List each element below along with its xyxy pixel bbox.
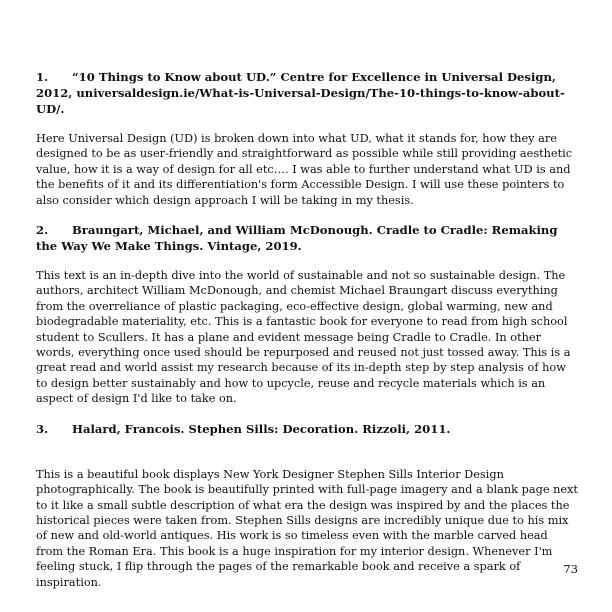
entry-1-citation — [36, 69, 578, 117]
entry-3-citation — [36, 421, 578, 437]
entry-2-citation-text: Braungart, Michael, and William McDonough. Cradle to Cradle: Remaking the Way We Make Things. Vintage, 2019. — [36, 223, 558, 254]
entry-1-annotation: Here Universal Design (UD) is broken down into what UD, what it stands for, how they are designed to be as user-friendly and straightforward as possible while still providing aesthetic value, how it is a way of design for all etc.… I was able to further understand what UD is and the benefits of it and its differentiation's form Accessible Design. I will use these pointers to also consider which design approach I will be taking in my thesis. — [36, 132, 573, 207]
entry-3-citation-text: Halard, Francois. Stephen Sills: Decoration. Rizzoli, 2011. — [72, 421, 451, 436]
entry-1-citation-text: “10 Things to Know about UD.” Centre for Excellence in Universal Design, 2012, universaldesign.ie/What-is-Universal-Design/The-10-things-to-know-about-UD/. — [36, 70, 565, 116]
entry-3-annotation: This is a beautiful book displays New York Designer Stephen Sills Interior Design photographically. The book is beautifully printed with full-page imagery and a blank page next to it like a small subtle description of what era the design was inspired by and the places the historical pieces were taken from. Stephen Sills designs are incredibly unique due to his mix of new and old-world antiques. His work is so timeless even with the marble carved head from the Roman Era. This book is a huge inspiration for my interior design. Whenever I'm feeling stuck, I flip through the pages of the remarkable book and receive a spark of inspiration. — [36, 467, 578, 589]
page-number: 73 — [563, 562, 578, 576]
entry-1-number: 1. — [36, 70, 49, 84]
entry-2-citation — [36, 222, 578, 254]
entry-3-number: 3. — [36, 421, 49, 436]
entry-2-number: 2. — [36, 223, 49, 238]
annotated-bibliography — [36, 69, 578, 590]
entry-2-annotation: This text is an in-depth dive into the world of sustainable and not so sustainable design. The authors, architect William McDonough, and chemist Michael Braungart discuss everything from the overreliance of plastic packaging, eco-effective design, global warming, new and biodegradable materiality, etc. This is a fantastic book for everyone to read from high school student to Scullers. It has a plane and evident message being Cradle to Cradle. In other words, everything once used should be repurposed and reused not just tossed away. This is a great read and world assist my research because of its in-depth step by step analysis of how to design better sustainably and how to upcycle, reuse and recycle materials which is an aspect of design I'd like to take on. — [36, 269, 571, 406]
